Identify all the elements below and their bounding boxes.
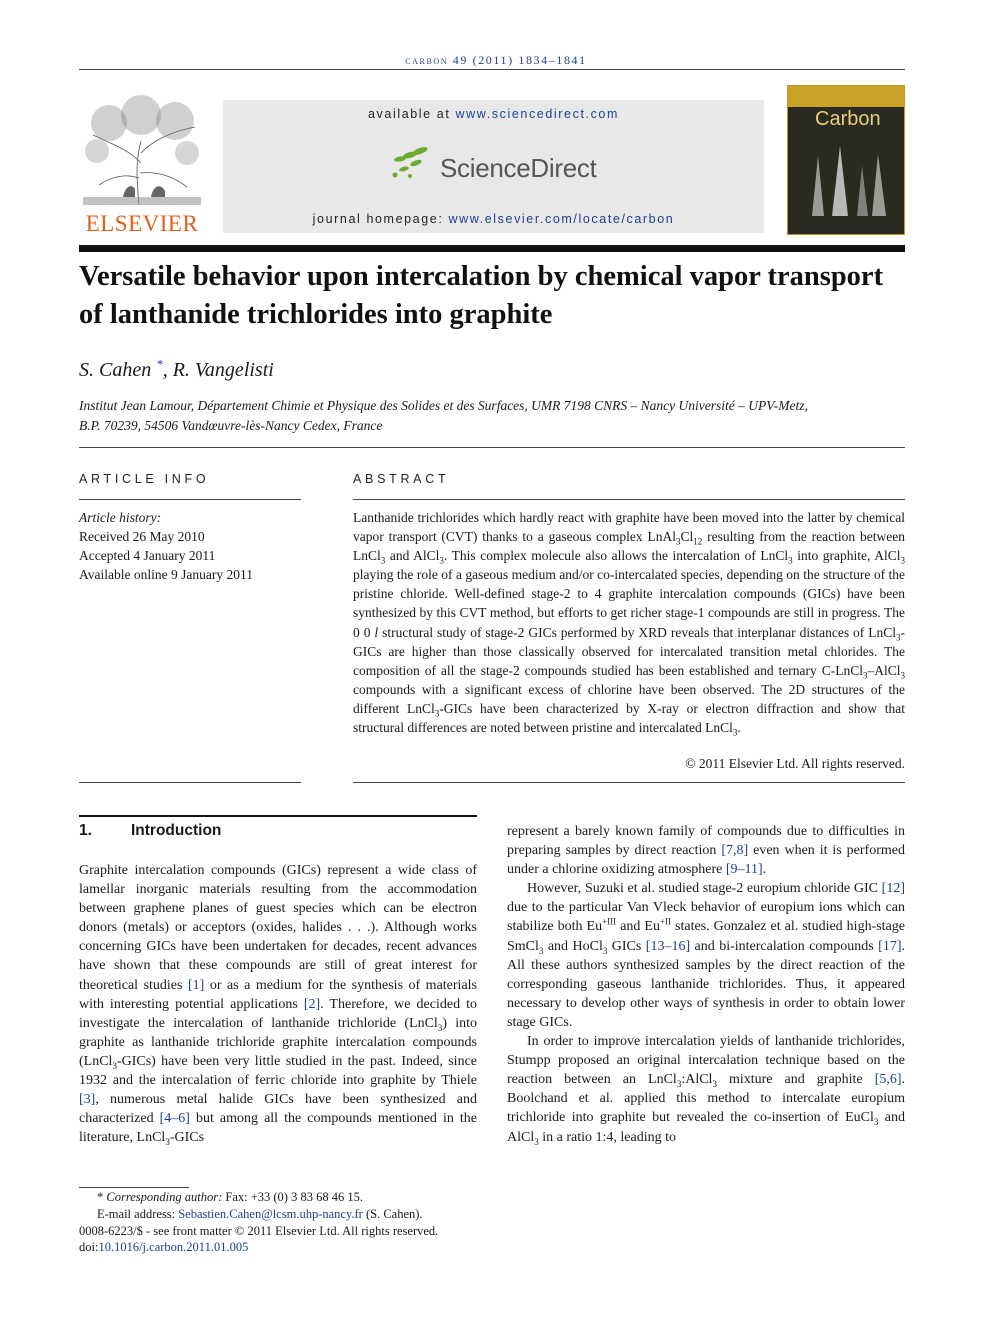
sciencedirect-link[interactable]: www.sciencedirect.com xyxy=(455,107,620,121)
author-separator: , xyxy=(162,359,173,381)
citation-link[interactable]: [3] xyxy=(79,1092,96,1108)
author-2: R. Vangelisti xyxy=(172,359,274,381)
citation-link[interactable]: [13–16] xyxy=(645,938,691,954)
abstract-heading: ABSTRACT xyxy=(353,472,450,486)
masthead-rule xyxy=(79,245,905,252)
email-link[interactable]: Sebastien.Cahen@lcsm.uhp-nancy.fr xyxy=(178,1206,363,1221)
available-prefix: available at xyxy=(367,107,456,121)
homepage-prefix: journal homepage: xyxy=(312,212,449,226)
received-date: Received 26 May 2010 xyxy=(79,529,205,544)
abstract-text: Lanthanide trichlorides which hardly react with graphite have been moved into the latter by chemical vapor transport (CVT) thanks to a gaseous complex $LnAl_3Cl_{12}$ resulting from the reaction between LnCl$_3$ and AlCl$_3$. This complex molecule also allows the intercalation of LnCl$_3$ into graphite, AlCl$_3$ playing the role of a gaseous medium and/or co-intercalated species, depending on the structure of the pristine chloride. Well-defined stage-2 to 4 graphite intercalation compounds (GICs) have been synthesized by this CVT method, but efforts to get richer stage-1 compounds are still in progress. The 0 0 l structural study of stage-2 GICs performed by XRD reveals that interplanar distances of LnCl$_3$-GICs are higher than those classically observed for intercalated transition metal chlorides. The composition of all the stage-2 compounds studied has been established and ternary C-LnCl$_3$–AlCl$_3$ compounds with a significant excess of chlorine have been observed. The 2D structures of the different LnCl$_3$-GICs have been characterized by X-ray or electron diffraction and show that structural differences are noted between pristine and intercalated LnCl$_3$. xyxy=(353,510,905,738)
paragraph: In order to improve intercalation yields of lanthanide trichlorides, Stumpp proposed an original intercalation technique based on the reaction between an LnCl$_3$:AlCl$_3$ mixture and graphite [5,6]. Boolchand et al. applied this method to intercalate europium trichloride into graphite but revealed the co-insertion of EuCl$_3$ and AlCl$_3$ in a ratio 1:4, leading to xyxy=(507,1034,906,1147)
sciencedirect-wordmark: ScienceDirect xyxy=(440,153,597,183)
footnotes xyxy=(79,1189,599,1256)
section-heading xyxy=(79,822,221,840)
paragraph: Graphite intercalation compounds (GICs) represent a wide class of lamellar inorganic materials resulting from the accommodation between graphene planes of guest species which can be electron donors (metals) or acceptors (oxides, halides . . .). Although works concerning GICs have been undertaken for decades, recent advances have shown that these compounds are still of great interest for theoretical studies [1] or as a medium for the synthesis of materials with interesting potential applications [2]. Therefore, we decided to investigate the intercalation of lanthanide trichloride (LnCl$_3$) into graphite as lanthanide trichloride graphite intercalation compounds (LnCl$_3$-GICs) have been very little studied in the past. Indeed, since 1932 and the intercalation of ferric chloride into graphite by Thiele [3], numerous metal halide GICs have been synthesized and characterized [4–6] but among all the compounds mentioned in the literature, LnCl$_3$-GICs xyxy=(79,863,477,1148)
citation-link[interactable]: [17] xyxy=(878,938,902,954)
online-date: Available online 9 January 2011 xyxy=(79,567,253,582)
author-1: S. Cahen xyxy=(79,359,152,381)
available-at-line xyxy=(223,107,764,121)
doi-link[interactable]: 10.1016/j.carbon.2011.01.005 xyxy=(98,1240,249,1255)
sciencedirect-leaf-icon xyxy=(390,145,430,181)
citation-link[interactable]: [7,8] xyxy=(721,843,749,859)
article-info-heading: ARTICLE INFO xyxy=(79,472,210,486)
section-number: 1. xyxy=(79,822,92,839)
abstract-copyright: © 2011 Elsevier Ltd. All rights reserved. xyxy=(685,756,905,771)
affiliation xyxy=(79,396,905,435)
journal-name: carbon xyxy=(405,53,449,67)
journal-homepage-link[interactable]: www.elsevier.com/locate/carbon xyxy=(448,212,675,226)
email-label: E-mail address: xyxy=(97,1206,179,1221)
article-history xyxy=(79,508,301,584)
corr-label: Corresponding author: xyxy=(106,1190,223,1204)
elsevier-wordmark: ELSEVIER xyxy=(85,211,199,236)
corresponding-author-mark[interactable]: * xyxy=(156,356,163,372)
email-note xyxy=(79,1206,599,1223)
citation-link[interactable]: [12] xyxy=(881,881,905,897)
accepted-date: Accepted 4 January 2011 xyxy=(79,548,216,563)
article-info-rule xyxy=(79,499,301,500)
doi-prefix: doi: xyxy=(79,1240,99,1255)
paragraph: represent a barely known family of compounds due to difficulties in preparing samples by direct reaction [7,8] even when it is performed under a chlorine oxidizing atmosphere [9–11]. xyxy=(507,824,905,878)
article-title: Versatile behavior upon intercalation by chemical vapor transport of lanthanide trichlorides into graphite xyxy=(79,261,884,330)
citation-link[interactable]: [5,6] xyxy=(874,1072,902,1088)
article-info-bottom-rule xyxy=(79,782,301,783)
affiliation-line-2: B.P. 70239, 54506 Vandœuvre-lès-Nancy Cedex, France xyxy=(79,417,383,433)
citation-link[interactable]: [1] xyxy=(187,977,205,993)
citation-link[interactable]: [2] xyxy=(303,996,321,1012)
citation-link[interactable]: [9–11] xyxy=(725,862,763,878)
abstract-rule xyxy=(353,499,905,500)
corr-fax: Fax: +33 (0) 3 83 68 46 15. xyxy=(222,1190,363,1204)
doi-line xyxy=(79,1239,599,1256)
body-column-right xyxy=(507,822,905,1147)
cover-micrograph xyxy=(802,136,892,216)
email-name: (S. Cahen). xyxy=(362,1206,423,1221)
running-head xyxy=(0,53,992,68)
author-list xyxy=(79,356,274,382)
paragraph: However, Suzuki et al. studied stage-2 europium chloride GIC [12] due to the particular Van Vleck behavior of europium ions which can stabilize both $Eu^{+III}$ and $Eu^{+II}$ states. Gonzalez et al. studied high-stage SmCl$_3$ and HoCl$_3$ GICs [13–16] and bi-intercalation compounds [17]. All these authors synthesized samples by the direct reaction of the corresponding gaseous lanthanide trichlorides. Thus, it appeared necessary to develop other ways of synthesis in order to obtain lower stage GICs. xyxy=(507,881,905,1030)
volume-pages: 49 (2011) 1834–1841 xyxy=(452,53,587,67)
journal-homepage-line xyxy=(223,212,764,226)
section-title: Introduction xyxy=(131,822,222,839)
corresponding-author-note: * Corresponding author: Fax: +33 (0) 3 83 68 46 15. xyxy=(97,1190,363,1204)
history-label: Article history: xyxy=(79,510,162,525)
affiliation-rule xyxy=(79,447,905,448)
section-rule xyxy=(79,815,477,817)
citation-link[interactable]: [4–6] xyxy=(159,1111,190,1127)
footnote-rule xyxy=(79,1187,189,1188)
body-column-left xyxy=(79,861,477,1147)
journal-cover-image xyxy=(787,85,905,235)
affiliation-line-1: Institut Jean Lamour, Département Chimie et Physique des Solides et des Surfaces, UMR 7198 CNRS – Nancy Université – UPV-Metz, xyxy=(79,398,808,413)
header-rule xyxy=(79,69,905,70)
abstract-bottom-rule xyxy=(353,782,905,783)
cover-title: Carbon xyxy=(815,108,881,130)
issn-line: 0008-6223/$ - see front matter © 2011 Elsevier Ltd. All rights reserved. xyxy=(79,1223,439,1238)
